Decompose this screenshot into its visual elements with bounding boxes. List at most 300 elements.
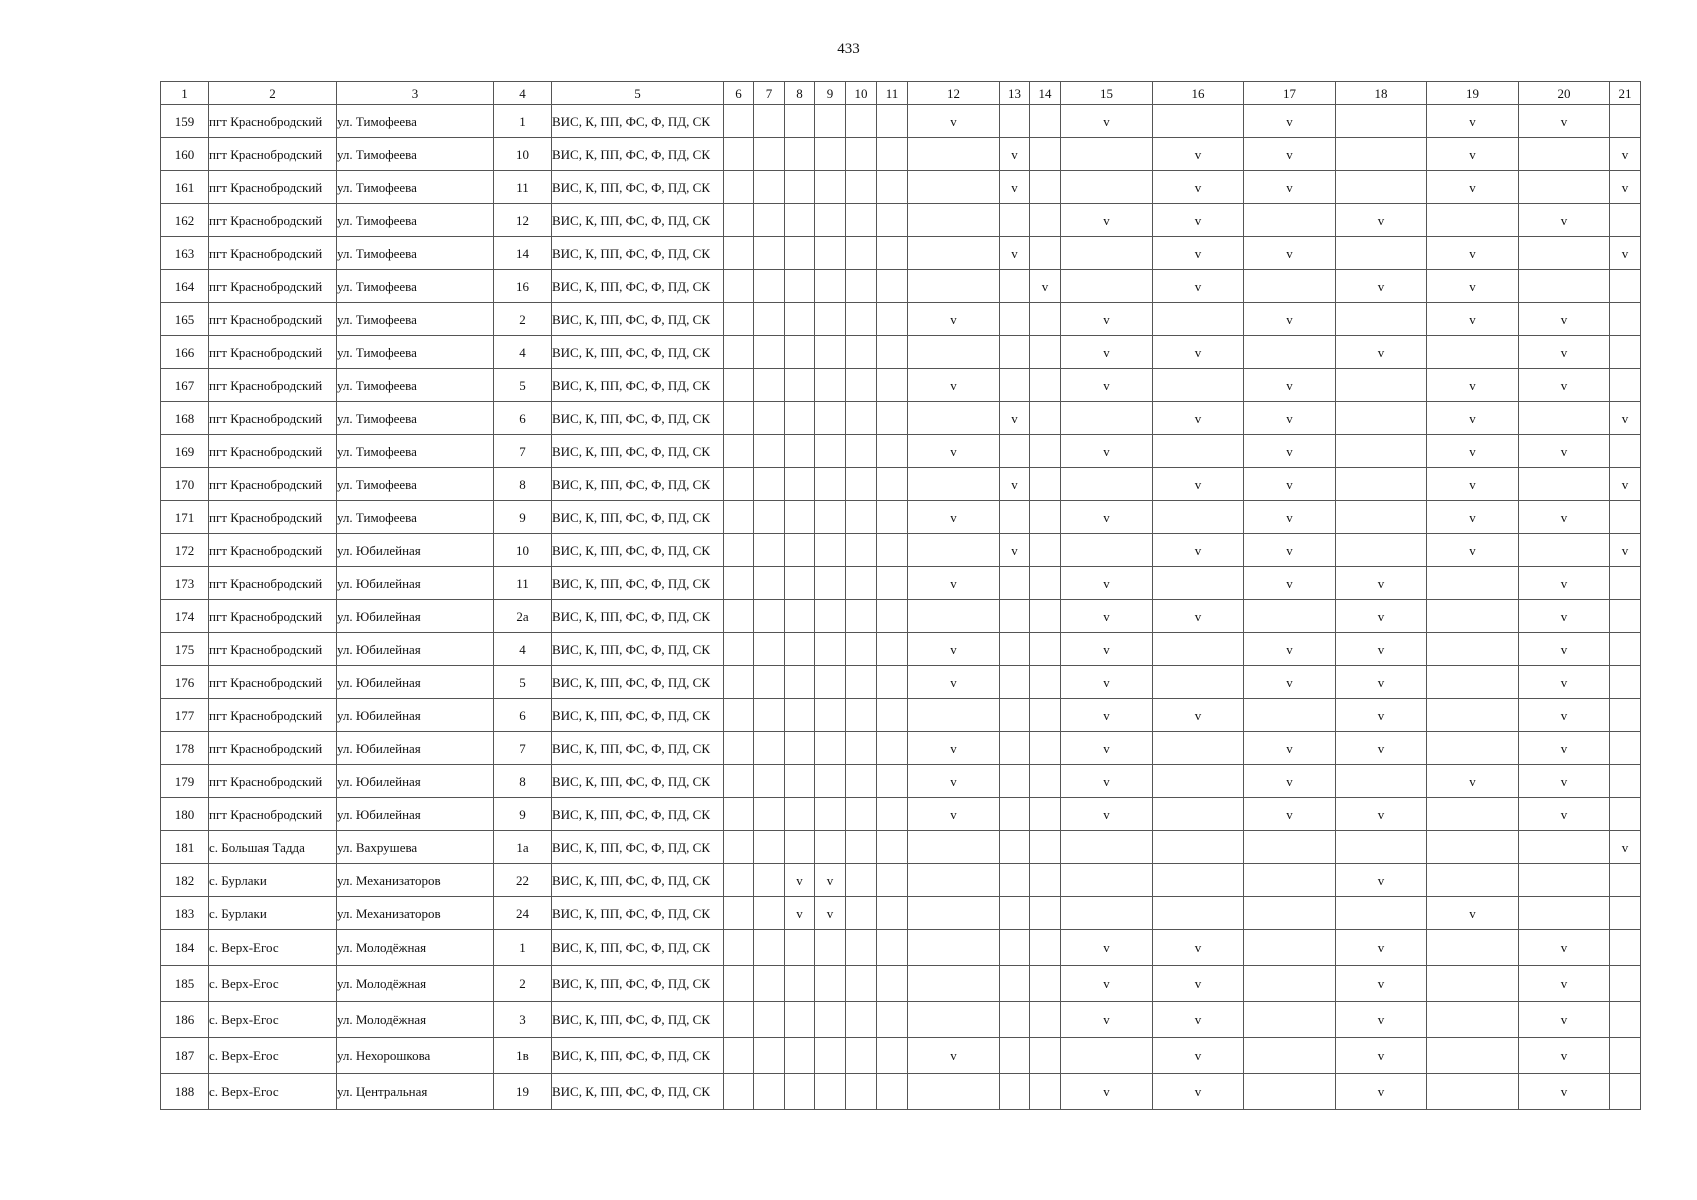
check-mark-cell: v <box>1061 567 1153 600</box>
check-mark-cell: v <box>1061 501 1153 534</box>
empty-cell <box>785 171 815 204</box>
check-mark-cell: v <box>1244 402 1336 435</box>
empty-cell <box>724 864 754 897</box>
empty-cell <box>1061 864 1153 897</box>
empty-cell <box>908 831 1000 864</box>
empty-cell <box>846 138 877 171</box>
empty-cell <box>1336 831 1427 864</box>
empty-cell <box>1427 732 1519 765</box>
street-cell: ул. Юбилейная <box>337 567 494 600</box>
locality-cell: пгт Краснобродский <box>209 534 337 567</box>
empty-cell <box>846 966 877 1002</box>
empty-cell <box>1427 966 1519 1002</box>
street-cell: ул. Тимофеева <box>337 303 494 336</box>
empty-cell <box>724 1074 754 1110</box>
empty-cell <box>846 435 877 468</box>
empty-cell <box>1030 732 1061 765</box>
street-cell: ул. Центральная <box>337 1074 494 1110</box>
empty-cell <box>846 567 877 600</box>
check-mark-cell: v <box>1000 171 1030 204</box>
empty-cell <box>1000 1002 1030 1038</box>
house-number-cell: 6 <box>494 402 552 435</box>
check-mark-cell: v <box>1244 567 1336 600</box>
empty-cell <box>877 864 908 897</box>
check-mark-cell: v <box>1244 534 1336 567</box>
street-cell: ул. Молодёжная <box>337 930 494 966</box>
check-mark-cell: v <box>1061 369 1153 402</box>
empty-cell <box>1061 468 1153 501</box>
check-mark-cell: v <box>1427 171 1519 204</box>
empty-cell <box>908 138 1000 171</box>
house-number-cell: 8 <box>494 468 552 501</box>
check-mark-cell: v <box>1519 204 1610 237</box>
check-mark-cell: v <box>1427 237 1519 270</box>
empty-cell <box>846 1074 877 1110</box>
element-types-cell: ВИС, К, ПП, ФС, Ф, ПД, СК <box>552 402 724 435</box>
element-types-cell: ВИС, К, ПП, ФС, Ф, ПД, СК <box>552 633 724 666</box>
empty-cell <box>1061 237 1153 270</box>
table-row <box>161 204 1641 237</box>
check-mark-cell: v <box>1244 666 1336 699</box>
locality-cell: пгт Краснобродский <box>209 798 337 831</box>
locality-cell: с. Бурлаки <box>209 897 337 930</box>
check-mark-cell: v <box>1427 501 1519 534</box>
empty-cell <box>1000 501 1030 534</box>
empty-cell <box>846 666 877 699</box>
row-number-cell: 175 <box>161 633 209 666</box>
empty-cell <box>908 270 1000 303</box>
empty-cell <box>877 369 908 402</box>
empty-cell <box>815 171 846 204</box>
table-row <box>161 534 1641 567</box>
empty-cell <box>754 633 785 666</box>
empty-cell <box>1610 270 1641 303</box>
empty-cell <box>1000 966 1030 1002</box>
empty-cell <box>1610 732 1641 765</box>
empty-cell <box>877 666 908 699</box>
empty-cell <box>1336 468 1427 501</box>
empty-cell <box>1153 435 1244 468</box>
street-cell: ул. Тимофеева <box>337 237 494 270</box>
column-header-11: 11 <box>877 82 908 105</box>
locality-cell: с. Верх-Егос <box>209 1002 337 1038</box>
empty-cell <box>724 1002 754 1038</box>
street-cell: ул. Тимофеева <box>337 468 494 501</box>
street-cell: ул. Юбилейная <box>337 534 494 567</box>
check-mark-cell: v <box>1336 798 1427 831</box>
empty-cell <box>1244 336 1336 369</box>
check-mark-cell: v <box>1519 966 1610 1002</box>
empty-cell <box>877 930 908 966</box>
check-mark-cell: v <box>1427 402 1519 435</box>
check-mark-cell: v <box>1244 501 1336 534</box>
empty-cell <box>846 930 877 966</box>
element-types-cell: ВИС, К, ПП, ФС, Ф, ПД, СК <box>552 105 724 138</box>
empty-cell <box>846 732 877 765</box>
row-number-cell: 174 <box>161 600 209 633</box>
street-cell: ул. Юбилейная <box>337 666 494 699</box>
empty-cell <box>754 138 785 171</box>
check-mark-cell: v <box>1336 930 1427 966</box>
check-mark-cell: v <box>1244 303 1336 336</box>
empty-cell <box>877 138 908 171</box>
empty-cell <box>724 204 754 237</box>
empty-cell <box>1610 1074 1641 1110</box>
check-mark-cell: v <box>1519 1038 1610 1074</box>
empty-cell <box>1030 864 1061 897</box>
empty-cell <box>815 798 846 831</box>
table-row <box>161 270 1641 303</box>
empty-cell <box>815 666 846 699</box>
empty-cell <box>1519 237 1610 270</box>
table-row <box>161 798 1641 831</box>
empty-cell <box>877 237 908 270</box>
empty-cell <box>785 1002 815 1038</box>
locality-cell: пгт Краснобродский <box>209 303 337 336</box>
check-mark-cell: v <box>1519 732 1610 765</box>
check-mark-cell: v <box>1427 534 1519 567</box>
empty-cell <box>785 831 815 864</box>
element-types-cell: ВИС, К, ПП, ФС, Ф, ПД, СК <box>552 567 724 600</box>
empty-cell <box>754 765 785 798</box>
check-mark-cell: v <box>1427 270 1519 303</box>
empty-cell <box>877 966 908 1002</box>
empty-cell <box>1244 600 1336 633</box>
table-row <box>161 666 1641 699</box>
empty-cell <box>754 468 785 501</box>
street-cell: ул. Тимофеева <box>337 204 494 237</box>
locality-cell: пгт Краснобродский <box>209 204 337 237</box>
table-row <box>161 138 1641 171</box>
check-mark-cell: v <box>908 501 1000 534</box>
column-header-12: 12 <box>908 82 1000 105</box>
check-mark-cell: v <box>1519 501 1610 534</box>
empty-cell <box>815 633 846 666</box>
empty-cell <box>846 105 877 138</box>
empty-cell <box>785 204 815 237</box>
empty-cell <box>846 699 877 732</box>
check-mark-cell: v <box>1244 138 1336 171</box>
empty-cell <box>1610 897 1641 930</box>
check-mark-cell: v <box>1336 567 1427 600</box>
check-mark-cell: v <box>1153 930 1244 966</box>
street-cell: ул. Вахрушева <box>337 831 494 864</box>
street-cell: ул. Тимофеева <box>337 501 494 534</box>
empty-cell <box>846 171 877 204</box>
check-mark-cell: v <box>1061 798 1153 831</box>
check-mark-cell: v <box>1244 468 1336 501</box>
table-row <box>161 864 1641 897</box>
empty-cell <box>1000 798 1030 831</box>
empty-cell <box>846 303 877 336</box>
table-row <box>161 897 1641 930</box>
check-mark-cell: v <box>908 765 1000 798</box>
element-types-cell: ВИС, К, ПП, ФС, Ф, ПД, СК <box>552 336 724 369</box>
check-mark-cell: v <box>1061 435 1153 468</box>
house-number-cell: 24 <box>494 897 552 930</box>
element-types-cell: ВИС, К, ПП, ФС, Ф, ПД, СК <box>552 369 724 402</box>
table-row <box>161 930 1641 966</box>
empty-cell <box>846 798 877 831</box>
empty-cell <box>1336 435 1427 468</box>
check-mark-cell: v <box>1153 1074 1244 1110</box>
header-row <box>161 82 1641 105</box>
empty-cell <box>1244 930 1336 966</box>
street-cell: ул. Юбилейная <box>337 732 494 765</box>
empty-cell <box>785 1038 815 1074</box>
check-mark-cell: v <box>908 369 1000 402</box>
element-types-cell: ВИС, К, ПП, ФС, Ф, ПД, СК <box>552 765 724 798</box>
empty-cell <box>846 765 877 798</box>
empty-cell <box>877 204 908 237</box>
element-types-cell: ВИС, К, ПП, ФС, Ф, ПД, СК <box>552 501 724 534</box>
empty-cell <box>846 204 877 237</box>
row-number-cell: 169 <box>161 435 209 468</box>
empty-cell <box>1030 966 1061 1002</box>
empty-cell <box>1030 798 1061 831</box>
house-number-cell: 1а <box>494 831 552 864</box>
table-row <box>161 105 1641 138</box>
check-mark-cell: v <box>1427 897 1519 930</box>
empty-cell <box>815 204 846 237</box>
empty-cell <box>754 171 785 204</box>
empty-cell <box>1427 204 1519 237</box>
empty-cell <box>1153 798 1244 831</box>
empty-cell <box>724 831 754 864</box>
check-mark-cell: v <box>908 1038 1000 1074</box>
street-cell: ул. Механизаторов <box>337 897 494 930</box>
street-cell: ул. Юбилейная <box>337 765 494 798</box>
empty-cell <box>785 633 815 666</box>
empty-cell <box>724 699 754 732</box>
empty-cell <box>1427 600 1519 633</box>
column-header-18: 18 <box>1336 82 1427 105</box>
empty-cell <box>1030 336 1061 369</box>
column-header-3: 3 <box>337 82 494 105</box>
empty-cell <box>1519 270 1610 303</box>
check-mark-cell: v <box>1519 699 1610 732</box>
row-number-cell: 161 <box>161 171 209 204</box>
street-cell: ул. Механизаторов <box>337 864 494 897</box>
empty-cell <box>815 600 846 633</box>
check-mark-cell: v <box>1336 732 1427 765</box>
empty-cell <box>1610 864 1641 897</box>
check-mark-cell: v <box>1244 237 1336 270</box>
house-number-cell: 5 <box>494 369 552 402</box>
empty-cell <box>785 798 815 831</box>
empty-cell <box>1030 171 1061 204</box>
row-number-cell: 183 <box>161 897 209 930</box>
empty-cell <box>1610 699 1641 732</box>
empty-cell <box>724 732 754 765</box>
empty-cell <box>846 831 877 864</box>
house-number-cell: 7 <box>494 435 552 468</box>
empty-cell <box>815 105 846 138</box>
empty-cell <box>877 1002 908 1038</box>
empty-cell <box>754 501 785 534</box>
house-number-cell: 7 <box>494 732 552 765</box>
empty-cell <box>754 270 785 303</box>
empty-cell <box>877 633 908 666</box>
empty-cell <box>724 402 754 435</box>
empty-cell <box>1153 765 1244 798</box>
registry-table <box>160 81 1641 1110</box>
check-mark-cell: v <box>908 633 1000 666</box>
check-mark-cell: v <box>1153 600 1244 633</box>
empty-cell <box>846 369 877 402</box>
house-number-cell: 2 <box>494 303 552 336</box>
empty-cell <box>754 369 785 402</box>
empty-cell <box>724 138 754 171</box>
empty-cell <box>877 798 908 831</box>
column-header-20: 20 <box>1519 82 1610 105</box>
empty-cell <box>785 699 815 732</box>
check-mark-cell: v <box>1153 237 1244 270</box>
empty-cell <box>754 105 785 138</box>
check-mark-cell: v <box>1336 336 1427 369</box>
empty-cell <box>785 966 815 1002</box>
locality-cell: пгт Краснобродский <box>209 369 337 402</box>
empty-cell <box>754 237 785 270</box>
check-mark-cell: v <box>1427 468 1519 501</box>
check-mark-cell: v <box>1336 1074 1427 1110</box>
empty-cell <box>815 237 846 270</box>
row-number-cell: 188 <box>161 1074 209 1110</box>
empty-cell <box>785 501 815 534</box>
check-mark-cell: v <box>1610 138 1641 171</box>
empty-cell <box>724 270 754 303</box>
check-mark-cell: v <box>1519 798 1610 831</box>
element-types-cell: ВИС, К, ПП, ФС, Ф, ПД, СК <box>552 1074 724 1110</box>
street-cell: ул. Юбилейная <box>337 798 494 831</box>
empty-cell <box>724 1038 754 1074</box>
street-cell: ул. Тимофеева <box>337 435 494 468</box>
locality-cell: с. Большая Тадда <box>209 831 337 864</box>
table-row <box>161 468 1641 501</box>
check-mark-cell: v <box>1153 270 1244 303</box>
empty-cell <box>908 966 1000 1002</box>
check-mark-cell: v <box>1061 765 1153 798</box>
table-row <box>161 567 1641 600</box>
empty-cell <box>1336 237 1427 270</box>
check-mark-cell: v <box>1244 765 1336 798</box>
locality-cell: пгт Краснобродский <box>209 138 337 171</box>
empty-cell <box>785 567 815 600</box>
empty-cell <box>1610 1002 1641 1038</box>
empty-cell <box>908 204 1000 237</box>
empty-cell <box>754 567 785 600</box>
empty-cell <box>785 732 815 765</box>
check-mark-cell: v <box>1519 1074 1610 1110</box>
empty-cell <box>908 534 1000 567</box>
check-mark-cell: v <box>785 864 815 897</box>
row-number-cell: 163 <box>161 237 209 270</box>
element-types-cell: ВИС, К, ПП, ФС, Ф, ПД, СК <box>552 468 724 501</box>
empty-cell <box>1000 864 1030 897</box>
row-number-cell: 170 <box>161 468 209 501</box>
empty-cell <box>1153 501 1244 534</box>
empty-cell <box>1244 270 1336 303</box>
empty-cell <box>785 138 815 171</box>
element-types-cell: ВИС, К, ПП, ФС, Ф, ПД, СК <box>552 1038 724 1074</box>
house-number-cell: 11 <box>494 567 552 600</box>
row-number-cell: 167 <box>161 369 209 402</box>
check-mark-cell: v <box>1610 237 1641 270</box>
empty-cell <box>1427 864 1519 897</box>
column-header-19: 19 <box>1427 82 1519 105</box>
empty-cell <box>1244 966 1336 1002</box>
check-mark-cell: v <box>1427 369 1519 402</box>
empty-cell <box>1030 1002 1061 1038</box>
row-number-cell: 159 <box>161 105 209 138</box>
empty-cell <box>1000 897 1030 930</box>
table-row <box>161 1002 1641 1038</box>
empty-cell <box>1336 105 1427 138</box>
empty-cell <box>877 105 908 138</box>
element-types-cell: ВИС, К, ПП, ФС, Ф, ПД, СК <box>552 699 724 732</box>
house-number-cell: 9 <box>494 798 552 831</box>
check-mark-cell: v <box>1153 699 1244 732</box>
empty-cell <box>1153 105 1244 138</box>
empty-cell <box>1030 204 1061 237</box>
house-number-cell: 2 <box>494 966 552 1002</box>
empty-cell <box>1610 798 1641 831</box>
check-mark-cell: v <box>1519 303 1610 336</box>
locality-cell: пгт Краснобродский <box>209 270 337 303</box>
empty-cell <box>785 468 815 501</box>
house-number-cell: 19 <box>494 1074 552 1110</box>
element-types-cell: ВИС, К, ПП, ФС, Ф, ПД, СК <box>552 897 724 930</box>
check-mark-cell: v <box>1061 336 1153 369</box>
empty-cell <box>877 765 908 798</box>
column-header-13: 13 <box>1000 82 1030 105</box>
check-mark-cell: v <box>1610 534 1641 567</box>
empty-cell <box>785 666 815 699</box>
check-mark-cell: v <box>908 567 1000 600</box>
check-mark-cell: v <box>1244 435 1336 468</box>
empty-cell <box>1030 468 1061 501</box>
check-mark-cell: v <box>1153 336 1244 369</box>
empty-cell <box>1336 303 1427 336</box>
empty-cell <box>724 303 754 336</box>
empty-cell <box>1336 534 1427 567</box>
check-mark-cell: v <box>1427 435 1519 468</box>
empty-cell <box>1244 1074 1336 1110</box>
house-number-cell: 1 <box>494 105 552 138</box>
table-row <box>161 303 1641 336</box>
empty-cell <box>815 930 846 966</box>
check-mark-cell: v <box>1336 699 1427 732</box>
check-mark-cell: v <box>1336 633 1427 666</box>
row-number-cell: 164 <box>161 270 209 303</box>
empty-cell <box>1030 633 1061 666</box>
empty-cell <box>754 897 785 930</box>
column-header-17: 17 <box>1244 82 1336 105</box>
empty-cell <box>724 171 754 204</box>
empty-cell <box>1000 369 1030 402</box>
empty-cell <box>815 699 846 732</box>
locality-cell: пгт Краснобродский <box>209 336 337 369</box>
empty-cell <box>1030 501 1061 534</box>
column-header-2: 2 <box>209 82 337 105</box>
house-number-cell: 11 <box>494 171 552 204</box>
empty-cell <box>877 1074 908 1110</box>
empty-cell <box>1153 831 1244 864</box>
row-number-cell: 186 <box>161 1002 209 1038</box>
check-mark-cell: v <box>1244 369 1336 402</box>
check-mark-cell: v <box>1000 468 1030 501</box>
empty-cell <box>1427 633 1519 666</box>
